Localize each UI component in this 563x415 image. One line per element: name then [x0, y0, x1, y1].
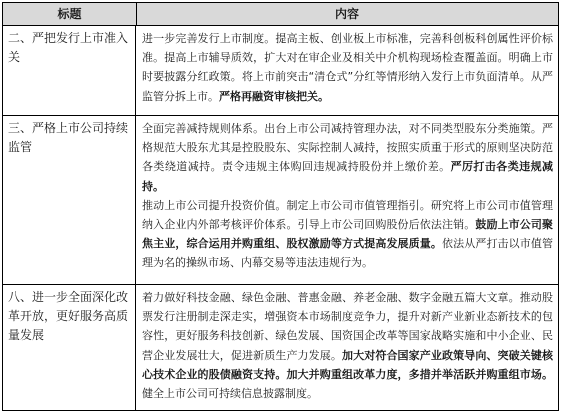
table-row — [3, 25, 558, 116]
paragraph-tail: 依法从严打击以市值管理为名的操纵市场、内幕交易等违法违规行为。 — [142, 237, 553, 270]
paragraph-text: 全面完善减持规则体系。出台上市公司减持管理办法，对不同类型股东分类施策。严格规范大股东尤其是控股股东、实际控制人减持，按照实质重于形式的原则坚决防范各类绕道减持。责令违规主体购回违规减持股份并上缴价差。 — [142, 122, 553, 174]
row-content — [136, 115, 558, 284]
header-content-column: 内容 — [334, 7, 359, 21]
paragraph-text: 进一步完善发行上市制度。提高主板、创业板上市标准，完善科创板科创属性评价标准。提高上市辅导质效，扩大对在审企业及相关中介机构现场检查覆盖面。明确上市时要披露分红政策。将上市前突击“清仓式”分红等情形纳入发行上市负面清单。从严监管分拆上市。 — [142, 32, 553, 103]
paragraph-text: 着力做好科技金融、绿色金融、普惠金融、养老金融、数字金融五篇大文章。推动股票发行注册制走深走实，增强资本市场制度竞争力，提升对新产业新业态新技术的包容性，更好服务科技创新、绿色发展、国资国企改革等国家战略实施和中小企业、民营企业发展壮大，促进新质生产力发展。 — [142, 291, 553, 362]
table-row — [3, 284, 558, 410]
row-content — [136, 284, 558, 410]
paragraph-text: 推动上市公司提升投资价值。制定上市公司市值管理指引。研究将上市公司市值管理纳入企业内外部考核评价体系。引导上市公司回购股份后依法注销。 — [142, 198, 553, 232]
row-title: 二、严把发行上市准入关 — [3, 25, 136, 115]
content-paragraph — [142, 196, 553, 273]
policy-table — [2, 2, 559, 411]
paragraph-emphasis: 加大对符合国家产业政策导向、突破关键核心技术企业的股债融资支持。加大并购重组改革力度，多措并举活跃并购重组市场。 — [142, 348, 553, 381]
paragraph-emphasis: 严格再融资审核把关。 — [219, 89, 329, 103]
content-paragraph — [142, 29, 553, 106]
paragraph-emphasis: 严厉打击各类违规减持。 — [142, 160, 554, 193]
table-header — [3, 3, 558, 26]
header-title-column: 标题 — [3, 3, 137, 25]
row-content — [136, 25, 558, 115]
paragraph-emphasis: 鼓励上市公司聚焦主业，综合运用并购重组、股权激励等方式提高发展质量。 — [142, 218, 554, 251]
paragraph-tail: 健全上市公司可持续信息披露制度。 — [142, 387, 318, 401]
row-title: 三、严格上市公司持续监管 — [3, 115, 136, 284]
row-title: 八、进一步全面深化改革开放，更好服务高质量发展 — [3, 284, 136, 410]
content-paragraph — [142, 288, 553, 403]
content-paragraph — [142, 119, 553, 196]
table-row — [3, 115, 558, 285]
